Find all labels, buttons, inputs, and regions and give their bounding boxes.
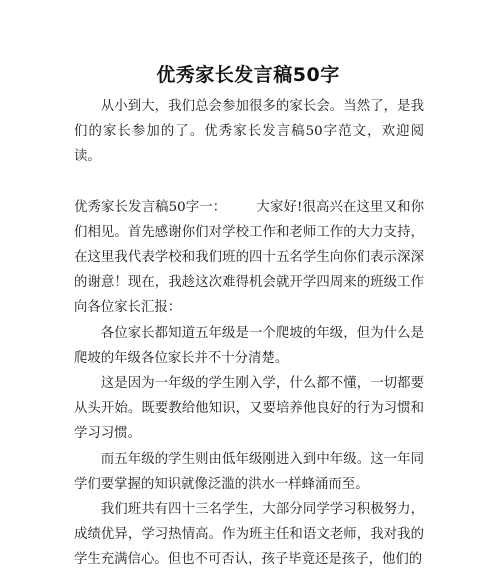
body-paragraph: 我们班共有四十三名学生，大部分同学学习积极努力，成绩优异，学习热情高。作为班主任和语文老师，我对我的学生充满信心。但也不可否认，孩子毕竟还是孩子，他们的	[74, 502, 424, 568]
section-paragraph	[74, 195, 424, 321]
document-title: 优秀家长发言稿50字	[156, 64, 340, 86]
document-body	[74, 94, 424, 573]
section-text: 大家好!很高兴在这里又和你们相见。首先感谢你们对学校工作和老师工作的大力支持，在这里我代表学校和我们班的四十五名学生向你们表示深深的谢意！现在，我趁这次难得机会就开学四周来的班级工作向各位家长汇报：	[74, 199, 424, 316]
section-label: 优秀家长发言稿50字一：	[74, 199, 227, 215]
body-paragraph: 而五年级的学生则由低年级刚进入到中年级。这一年同学们要掌握的知识就像泛滥的洪水一样蜂涌而至。	[74, 451, 424, 492]
intro-paragraph: 从小到大，我们总会参加很多的家长会。当然了，是我们的家长参加的了。优秀家长发言稿50字范文，欢迎阅读。	[74, 99, 424, 165]
body-paragraph: 各位家长都知道五年级是一个爬坡的年级，但为什么是爬坡的年级各位家长并不十分清楚。	[74, 325, 424, 366]
paragraph-spacer	[74, 170, 424, 195]
body-paragraph: 这是因为一年级的学生刚入学，什么都不懂，一切都要从头开始。既要教给他知识，又要培养他良好的行为习惯和学习习惯。	[74, 376, 424, 442]
